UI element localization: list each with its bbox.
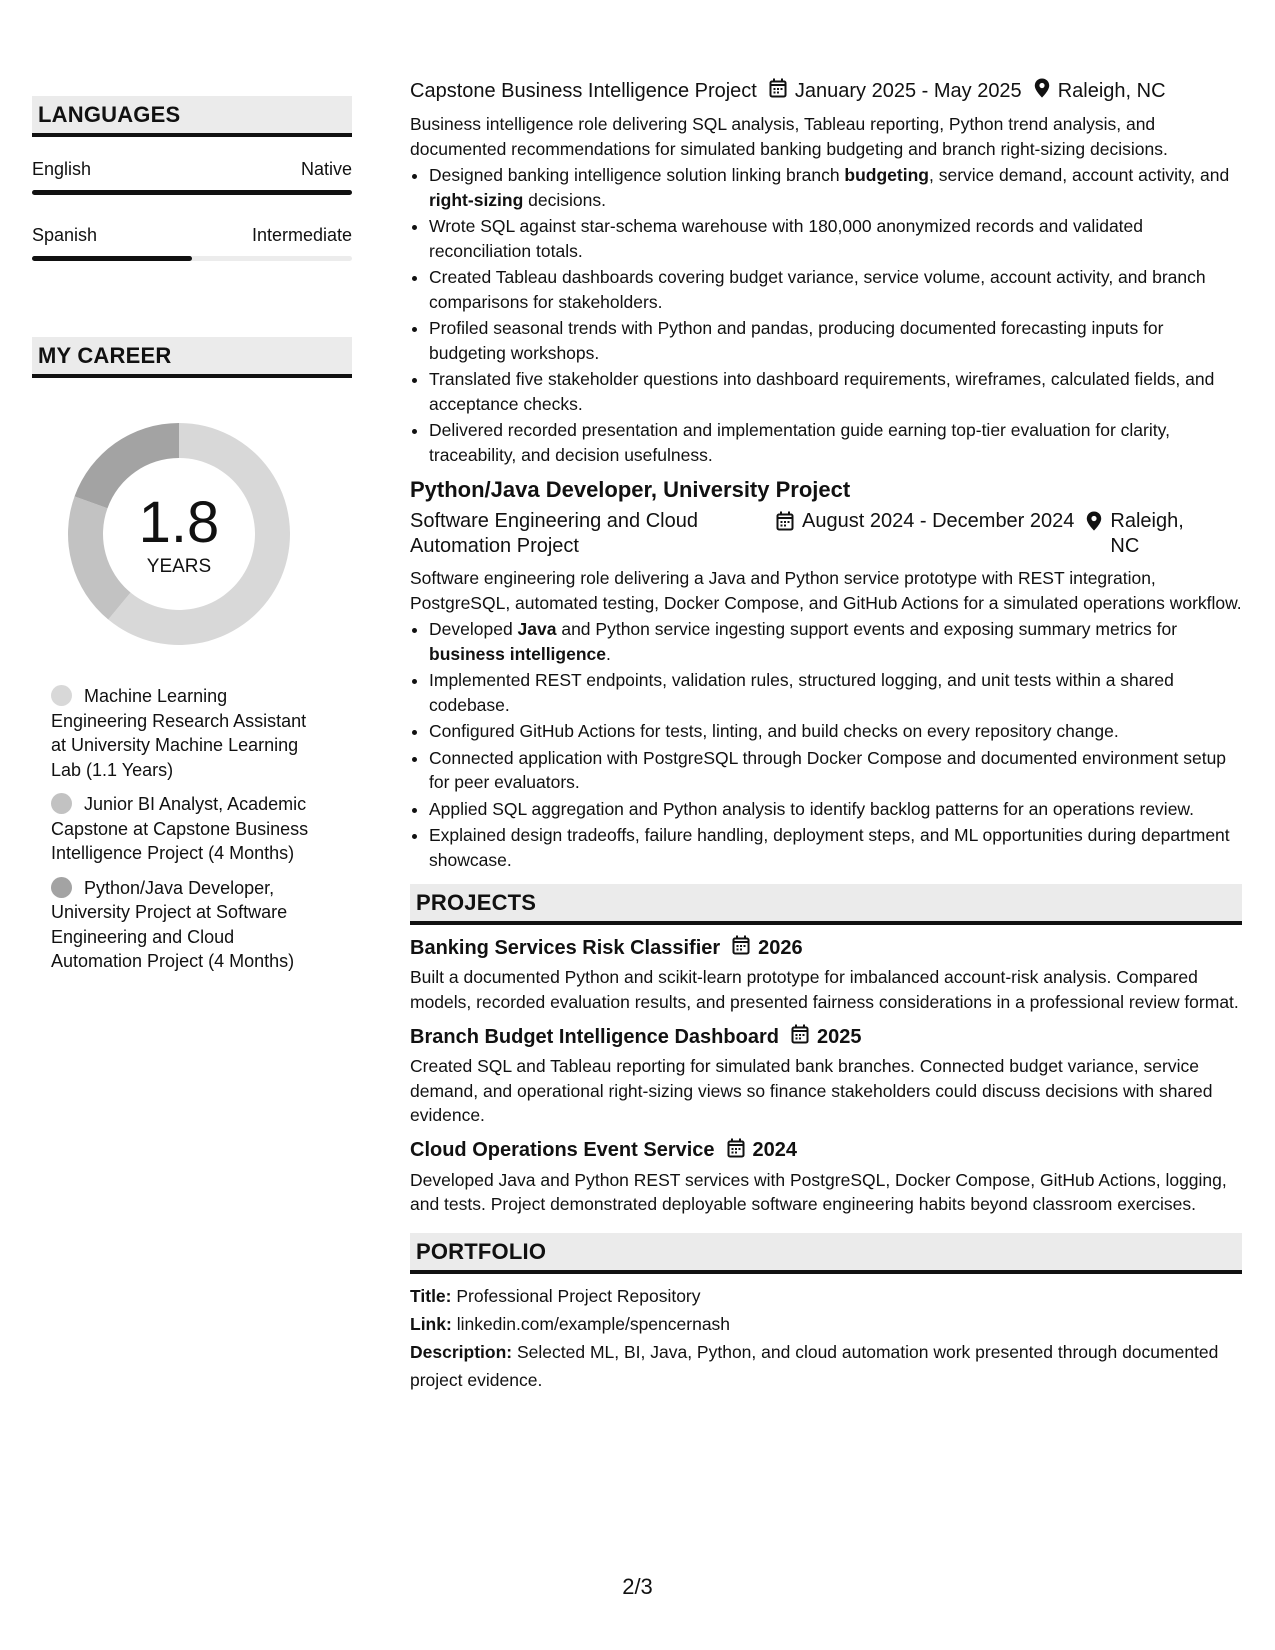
- language-name: English: [32, 159, 92, 179]
- portfolio-description-label: Description:: [410, 1341, 513, 1362]
- calendar-icon: [727, 1138, 745, 1164]
- location-pin-icon: [1086, 511, 1102, 538]
- project-name: Banking Services Risk Classifier: [410, 936, 721, 959]
- portfolio-link[interactable]: linkedin.com/example/spencernash: [456, 1313, 731, 1334]
- calendar-icon: [769, 78, 787, 104]
- experience-dates: January 2025 - May 2025: [794, 79, 1022, 102]
- language-proficiency-bar: [32, 190, 352, 195]
- experience-location: Raleigh, NC: [1110, 510, 1184, 557]
- project-entry: [410, 935, 1242, 1014]
- portfolio-link-label: Link:: [410, 1313, 452, 1334]
- experience-bullet: • Wrote SQL against star-schema warehouse with 180,000 anonymized records and validated reconciliation totals.: [429, 214, 1242, 263]
- project-year: 2026: [758, 936, 803, 959]
- portfolio-title-label: Title:: [410, 1285, 452, 1306]
- career-legend-label: Machine Learning Engineering Research Assistant at University Machine Learning Lab (1.1 Years): [51, 686, 307, 780]
- project-description: Created SQL and Tableau reporting for simulated bank branches. Connected budget variance, service demand, and operational right-sizing views so finance stakeholders could discuss decisions with shared evidence.: [410, 1056, 1213, 1125]
- experience-dates: August 2024 - December 2024: [802, 510, 1075, 532]
- experience-bullet: • Created Tableau dashboards covering budget variance, service volume, account activity, and branch comparisons for stakeholders.: [429, 265, 1242, 314]
- page-number: 2/3: [622, 1574, 653, 1599]
- career-legend-label: Junior BI Analyst, Academic Capstone at Capstone Business Intelligence Project (4 Months): [51, 794, 309, 863]
- project-entry: [410, 1138, 1242, 1217]
- portfolio-link-line: [410, 1310, 1242, 1338]
- portfolio-description: Selected ML, BI, Java, Python, and cloud automation work presented through documented project evidence.: [410, 1341, 1219, 1390]
- project-name: Branch Budget Intelligence Dashboard: [410, 1025, 779, 1048]
- experience-bullet: • Developed Java and Python service ingesting support events and exposing summary metrics for business intelligence.: [429, 617, 1242, 666]
- career-legend: [51, 684, 326, 974]
- projects-heading: PROJECTS: [410, 884, 1242, 925]
- career-legend-item: [51, 684, 326, 782]
- project-year: 2025: [816, 1025, 862, 1048]
- experience-entry: [410, 78, 1242, 467]
- experience-bullet: • Translated five stakeholder questions into dashboard requirements, wireframes, calculated fields, and acceptance checks.: [429, 367, 1242, 416]
- left-column: [32, 96, 352, 984]
- portfolio-heading: PORTFOLIO: [410, 1233, 1242, 1274]
- right-column: [410, 78, 1242, 1394]
- career-legend-item: [51, 792, 326, 866]
- experience-org: Software Engineering and Cloud Automation Project: [410, 510, 698, 557]
- experience-summary: Business intelligence role delivering SQL analysis, Tableau reporting, Python trend analysis, and documented recommendations for simulated banking budgeting and branch right-sizing decisions.: [410, 114, 1168, 159]
- calendar-icon: [732, 935, 750, 961]
- project-entry: [410, 1024, 1242, 1128]
- language-level: Native: [300, 159, 352, 179]
- career-donut-chart: [67, 422, 291, 646]
- project-description: Built a documented Python and scikit-learn prototype for imbalanced account-risk analysis. Compared models, recorded evaluation results, and presented fairness considerations in a professional review format.: [410, 967, 1239, 1012]
- project-description: Developed Java and Python REST services with PostgreSQL, Docker Compose, GitHub Actions, logging, and tests. Project demonstrated deployable software engineering habits beyond classroom exercises.: [410, 1169, 1227, 1214]
- calendar-icon: [791, 1024, 809, 1050]
- language-proficiency-fill: [32, 190, 352, 195]
- legend-dot: [51, 685, 72, 706]
- language-proficiency-bar: [32, 256, 352, 261]
- portfolio-details: [410, 1282, 1242, 1394]
- experience-bullet: • Designed banking intelligence solution linking branch budgeting, service demand, account activity, and right-sizing decisions.: [429, 163, 1242, 212]
- project-year: 2024: [752, 1139, 798, 1161]
- language-item: [32, 159, 352, 195]
- project-name: Cloud Operations Event Service: [410, 1139, 715, 1161]
- portfolio-description-line: [410, 1338, 1242, 1394]
- experience-bullet: • Configured GitHub Actions for tests, linting, and build checks on every repository change.: [429, 719, 1242, 744]
- portfolio-title-line: [410, 1282, 1242, 1310]
- experience-org: Capstone Business Intelligence Project: [410, 79, 757, 102]
- legend-dot: [51, 877, 72, 898]
- experience-bullet: • Explained design tradeoffs, failure handling, deployment steps, and ML opportunities during department showcase.: [429, 823, 1242, 872]
- career-legend-item: [51, 876, 326, 974]
- languages-heading: LANGUAGES: [32, 96, 352, 137]
- experience-location: Raleigh, NC: [1057, 79, 1166, 102]
- experience-title: Python/Java Developer, University Project: [410, 477, 851, 502]
- portfolio-title: Professional Project Repository: [456, 1285, 701, 1306]
- experience-bullets: [410, 617, 1242, 872]
- experience-entry: [410, 477, 1242, 872]
- language-name: Spanish: [32, 225, 98, 245]
- experience-summary: Software engineering role delivering a Java and Python service prototype with REST integration, PostgreSQL, automated testing, Docker Compose, and GitHub Actions for a simulated operations workflow.: [410, 568, 1242, 613]
- career-total-unit: YEARS: [146, 556, 212, 577]
- experience-bullet: • Profiled seasonal trends with Python and pandas, producing documented forecasting inputs for budgeting workshops.: [429, 316, 1242, 365]
- language-proficiency-fill: [32, 256, 192, 261]
- experience-bullet: • Delivered recorded presentation and implementation guide earning top-tier evaluation for clarity, traceability, and decision usefulness.: [429, 418, 1242, 467]
- experience-bullets: [410, 163, 1242, 467]
- legend-dot: [51, 793, 72, 814]
- experience-header: [410, 509, 1242, 558]
- career-legend-label: Python/Java Developer, University Project at Software Engineering and Cloud Automation Project (4 Months): [51, 877, 295, 971]
- career-total-value: 1.8: [138, 490, 220, 555]
- location-pin-icon: [1034, 78, 1050, 104]
- career-heading: MY CAREER: [32, 337, 352, 378]
- language-item: [32, 225, 352, 261]
- experience-bullet: • Connected application with PostgreSQL through Docker Compose and documented environment setup for peer evaluators.: [429, 746, 1242, 795]
- experience-header: [410, 78, 1242, 104]
- experience-bullet: • Implemented REST endpoints, validation rules, structured logging, and unit tests within a shared codebase.: [429, 668, 1242, 717]
- calendar-icon: [776, 511, 794, 538]
- experience-bullet: • Applied SQL aggregation and Python analysis to identify backlog patterns for an operations review.: [429, 797, 1242, 822]
- language-level: Intermediate: [251, 225, 352, 245]
